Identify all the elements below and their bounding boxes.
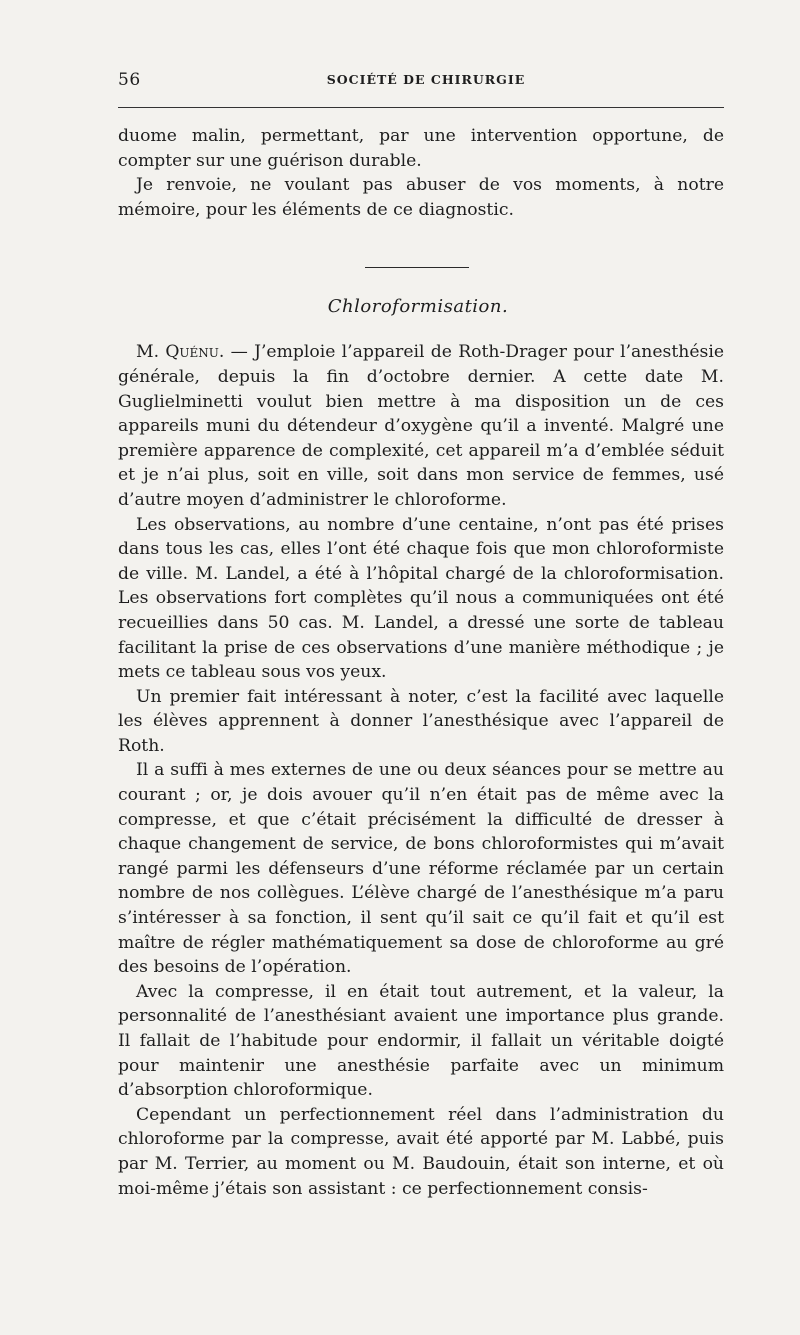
speaker-name: Quénu [165,342,219,363]
section-body [118,340,724,1201]
body-paragraph: Les observations, au nombre d’une centaine, n’ont pas été prises dans tous les cas, elles l’ont été chaque fois que mon chloroformiste de ville. M. Landel, a été à l’hôpital chargé de la chloroformisation. Les observations fort complètes qu’il nous a communiquées ont été recueillies dans 50 cas. M. Landel, a dressé une sorte de tableau facilitant la prise de ces observations d’une manière méthodique ; je mets ce tableau sous vos yeux. [118,514,724,683]
running-head [118,70,724,96]
page-number: 56 [118,70,141,90]
header-rule [118,107,724,108]
intro-paragraph: Je renvoie, ne voulant pas abuser de vos moments, à notre mémoire, pour les éléments de ce diagnostic. [118,175,724,220]
intro-paragraph-continued: duome malin, permettant, par une intervention opportune, de compter sur une guérison durable. [118,126,724,171]
body-paragraph: Un premier fait intéressant à noter, c’est la facilité avec laquelle les élèves apprennent à donner l’anesthésique avec l’appareil de Roth. [118,686,724,756]
body-paragraph: Il a suffi à mes externes de une ou deux séances pour se mettre au courant ; or, je dois avouer qu’il n’en était pas de même avec la compresse, et que c’était précisément la difficulté de dresser à chaque changement de service, de bons chloroformistes qui m’avait rangé parmi les défenseurs d’une réforme réclamée par un certain nombre de nos collègues. L’élève chargé de l’anesthésique m’a paru s’intéresser à sa fonction, il sent qu’il sait ce qu’il fait et qu’il est maître de régler mathématiquement sa dose de chloroforme au gré des besoins de l’opération. [118,760,724,978]
section-separator [365,267,469,268]
body-paragraph: Cependant un perfectionnement réel dans l’administration du chloroforme par la compresse, avait été apporté par M. Labbé, puis par M. Terrier, au moment ou M. Baudouin, était son interne, et où moi-même j’étais son assistant : ce perfectionnement consis- [118,1104,724,1199]
journal-title: SOCIÉTÉ DE CHIRURGIE [326,72,526,87]
section-title: Chloroformisation. [327,296,509,318]
body-paragraph: Avec la compresse, il en était tout autrement, et la valeur, la personnalité de l’anesthésiant avaient une importance plus grande. Il fallait de l’habitude pour endormir, il fallait un véritable doigté pour maintenir une anesthésie parfaite avec un minimum d’absorption chloroformique. [118,981,724,1101]
section-first-paragraph [118,340,724,512]
speaker-prefix: M. [136,342,166,363]
first-paragraph-text: . — J’emploie l’appareil de Roth-Drager pour l’anesthésie générale, depuis la fin d’octobre dernier. A cette date M. Guglielminetti voulut bien mettre à ma disposition un de ces appareils muni du détendeur d’oxygène qu’il a inventé. Malgré une première apparence de complexité, cet appareil m’a d’emblée séduit et je n’ai plus, soit en ville, soit dans mon service de femmes, usé d’autre moyen d’administrer le chloroforme. [118,342,724,510]
page-body [118,124,724,1201]
